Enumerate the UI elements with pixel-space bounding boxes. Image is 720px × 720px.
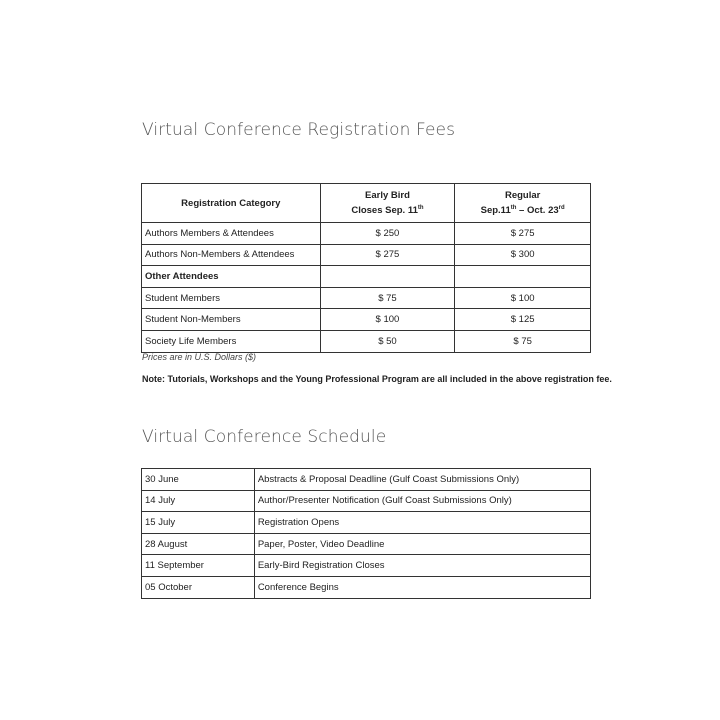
schedule-event: Early-Bird Registration Closes <box>254 555 590 577</box>
fee-regular: $ 275 <box>455 223 591 245</box>
header-early-sup: th <box>417 204 424 211</box>
fee-regular: $ 100 <box>455 287 591 309</box>
prices-note: Prices are in U.S. Dollars ($) <box>142 352 257 362</box>
schedule-row <box>142 576 591 598</box>
schedule-row <box>142 533 591 555</box>
fee-category: Authors Non-Members & Attendees <box>142 244 321 266</box>
fees-title: Virtual Conference Registration Fees <box>142 120 456 140</box>
fees-table <box>141 183 591 353</box>
schedule-event: Author/Presenter Notification (Gulf Coast Submissions Only) <box>254 490 590 512</box>
header-regular-line1: Regular <box>504 190 541 201</box>
fee-early <box>320 266 455 288</box>
fee-early: $ 250 <box>320 223 455 245</box>
schedule-date: 05 October <box>142 576 255 598</box>
schedule-event: Conference Begins <box>254 576 590 598</box>
fee-category: Authors Members & Attendees <box>142 223 321 245</box>
fees-row <box>142 223 591 245</box>
schedule-date: 28 August <box>142 533 255 555</box>
schedule-date: 14 July <box>142 490 255 512</box>
fee-early: $ 275 <box>320 244 455 266</box>
schedule-table <box>141 468 591 599</box>
header-regular-a: Sep.11 <box>480 205 511 216</box>
fee-category-heading: Other Attendees <box>142 266 321 288</box>
schedule-row <box>142 469 591 491</box>
fee-category: Student Non-Members <box>142 309 321 331</box>
fee-regular: $ 75 <box>455 330 591 352</box>
fee-early: $ 100 <box>320 309 455 331</box>
schedule-date: 15 July <box>142 512 255 534</box>
fees-row <box>142 266 591 288</box>
header-category: Registration Category <box>142 184 321 223</box>
schedule-event: Abstracts & Proposal Deadline (Gulf Coast Submissions Only) <box>254 469 590 491</box>
header-early-line1: Early Bird <box>365 190 410 201</box>
fee-early: $ 75 <box>320 287 455 309</box>
fee-regular: $ 125 <box>455 309 591 331</box>
schedule-title: Virtual Conference Schedule <box>142 427 387 447</box>
fee-regular: $ 300 <box>455 244 591 266</box>
header-regular-sup2: rd <box>558 204 565 211</box>
fee-category: Student Members <box>142 287 321 309</box>
fee-early: $ 50 <box>320 330 455 352</box>
schedule-date: 30 June <box>142 469 255 491</box>
header-regular-sup1: th <box>510 204 517 211</box>
fee-regular <box>455 266 591 288</box>
fee-category: Society Life Members <box>142 330 321 352</box>
registration-note: Note: Tutorials, Workshops and the Young Professional Program are all included in the above registration fee. <box>142 374 612 384</box>
header-early-bird <box>320 184 455 223</box>
fees-row <box>142 330 591 352</box>
schedule-event: Registration Opens <box>254 512 590 534</box>
schedule-event: Paper, Poster, Video Deadline <box>254 533 590 555</box>
fees-row <box>142 309 591 331</box>
header-regular <box>455 184 591 223</box>
schedule-date: 11 September <box>142 555 255 577</box>
fees-header-row <box>142 184 591 223</box>
header-early-line2: Closes Sep. 11 <box>351 205 418 216</box>
schedule-row <box>142 555 591 577</box>
fees-row <box>142 287 591 309</box>
header-regular-b: – Oct. 23 <box>516 205 559 216</box>
fees-row <box>142 244 591 266</box>
schedule-row <box>142 512 591 534</box>
schedule-row <box>142 490 591 512</box>
